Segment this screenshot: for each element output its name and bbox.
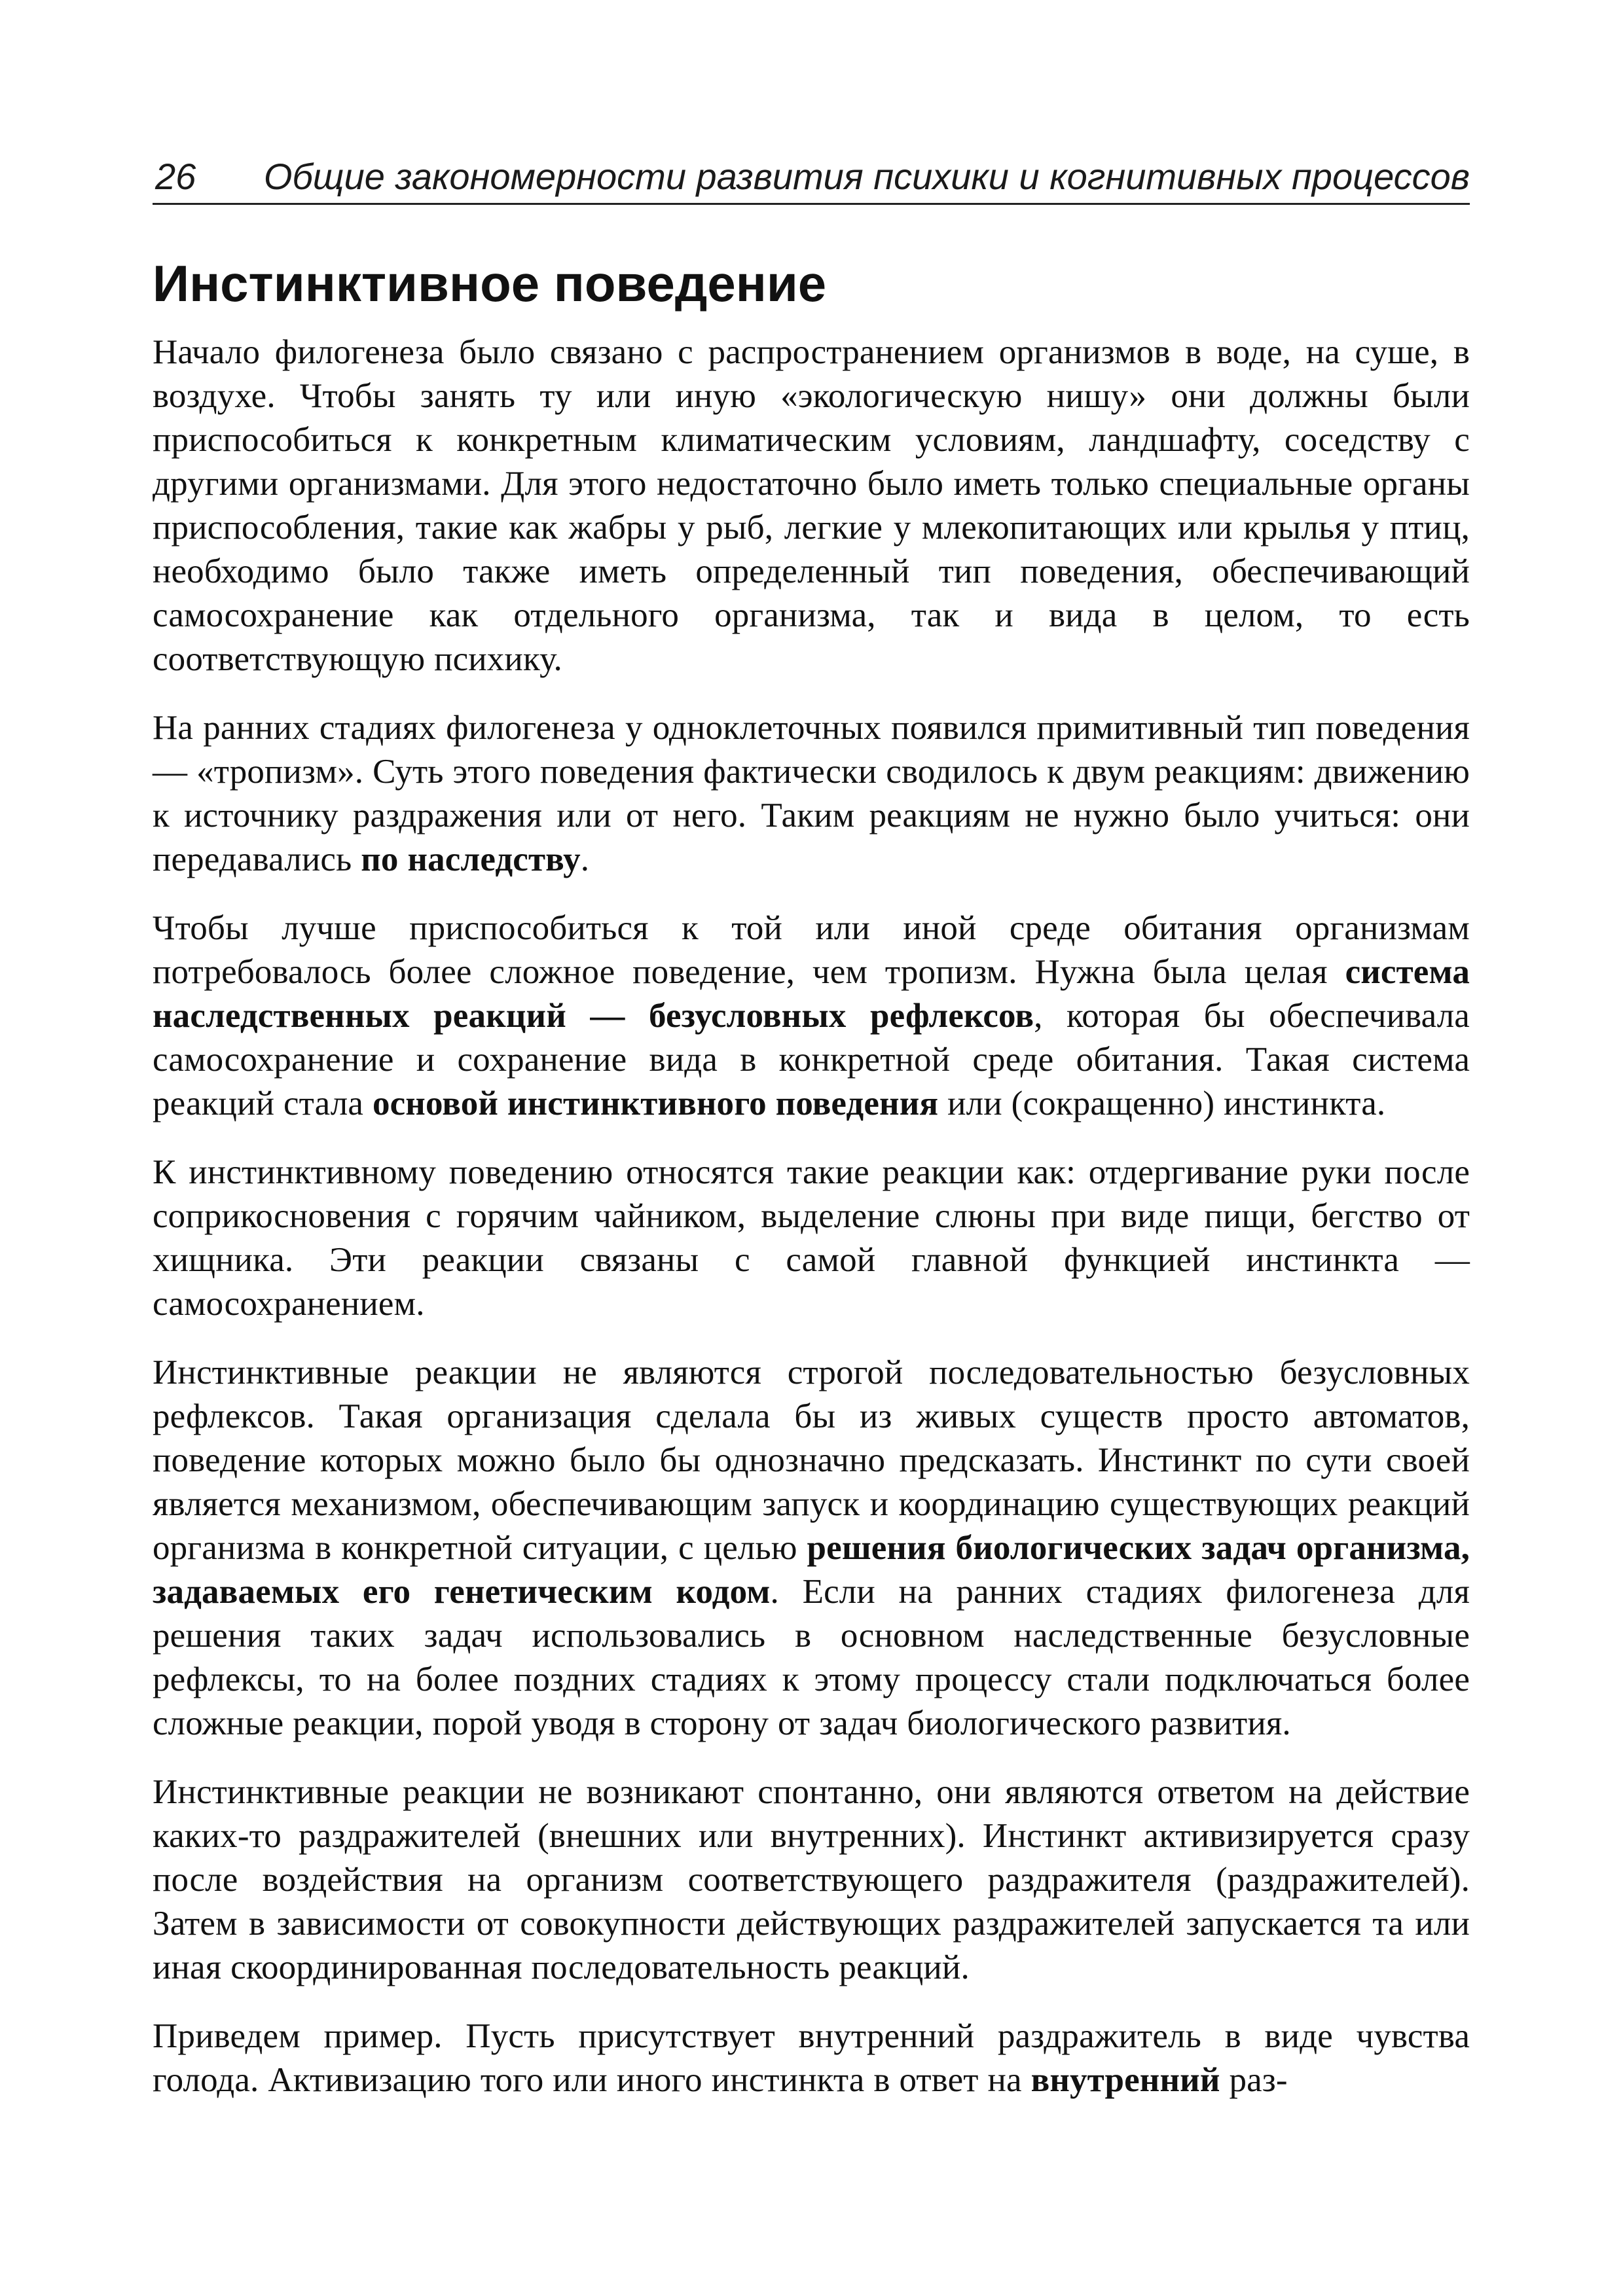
text-run: или (сокращенно) инстинкта. bbox=[938, 1085, 1386, 1122]
body-text bbox=[153, 331, 1470, 2102]
text-run: раз- bbox=[1220, 2061, 1288, 2099]
text-run: , которая бы обеспечивала самосохранение и сохранение вида в конкретной среде обитания. Такая система реакций стала bbox=[153, 997, 1470, 1122]
section-title: Инстинктивное поведение bbox=[153, 255, 827, 312]
bold-text: основой инстинктивного поведения bbox=[372, 1085, 939, 1122]
bold-text: внутренний bbox=[1030, 2061, 1220, 2099]
bold-text: по наследству bbox=[361, 840, 581, 878]
text-run: Начало филогенеза было связано с распространением организмов в воде, на суше, в воздухе. Чтобы занять ту или иную «экологическую нишу» они должны были приспособиться к конкретным климатическим условиям, ландшафту, соседству с другими организмами. Для этого недостаточно было иметь только специальные органы приспособления, такие как жабры у рыб, легкие у млекопитающих или крылья у птиц, необходимо было также иметь определенный тип поведения, обеспечивающий самосохранение как отдельного организма, так и вида в целом, то есть соответствующую психику. bbox=[153, 333, 1470, 678]
text-run: . Если на ранних стадиях филогенеза для решения таких задач использовались в основном наследственные безусловные рефлексы, то на более поздних стадиях к этому процессу стали подключаться более сложные реакции, порой уводя в сторону от задач биологического развития. bbox=[153, 1573, 1470, 1742]
text-run: . bbox=[580, 840, 590, 878]
text-run: Инстинктивные реакции не возникают спонтанно, они являются ответом на действие каких-то раздражителей (внешних или внутренних). Инстинкт активизируется сразу после воздействия на организм соответствующего раздражителя (раздражителей). Затем в зависимости от совокупности действующих раздражителей запускается та или иная скоординированная последовательность реакций. bbox=[153, 1773, 1470, 1986]
bold-text: система наследственных реакций — безусловных рефлексов bbox=[153, 953, 1470, 1035]
text-run: На ранних стадиях филогенеза у одноклеточных появился примитивный тип поведения — «тропизм». Суть этого поведения фактически сводилось к двум реакциям: движению к источнику раздражения или от него. Таким реакциям не нужно было учиться: они передавались bbox=[153, 709, 1470, 878]
paragraph bbox=[153, 706, 1470, 882]
paragraph bbox=[153, 906, 1470, 1126]
running-header bbox=[153, 151, 1470, 205]
paragraph bbox=[153, 1151, 1470, 1326]
text-run: Чтобы лучше приспособиться к той или иной среде обитания организмам потребовалось более сложное поведение, чем тропизм. Нужна была целая bbox=[153, 909, 1470, 991]
book-page bbox=[153, 151, 1470, 2102]
running-header-title: Общие закономерности развития психики и когнитивных процессов bbox=[263, 156, 1470, 197]
page-number: 26 bbox=[155, 156, 196, 197]
text-run: Приведем пример. Пусть присутствует внутренний раздражитель в виде чувства голода. Активизацию того или иного инстинкта в ответ на bbox=[153, 2017, 1470, 2099]
bold-text: решения биологических задач организма, задаваемых его генетическим кодом bbox=[153, 1529, 1470, 1611]
text-run: Инстинктивные реакции не являются строгой последовательностью безусловных рефлексов. Такая организация сделала бы из живых существ просто автоматов, поведение которых можно было бы однозначно предсказать. Инстинкт по сути своей является механизмом, обеспечивающим запуск и координацию существующих реакций организма в конкретной ситуации, с целью bbox=[153, 1354, 1470, 1567]
paragraph bbox=[153, 331, 1470, 681]
text-run: К инстинктивному поведению относятся такие реакции как: отдергивание руки после соприкосновения с горячим чайником, выделение слюны при виде пищи, бегство от хищника. Эти реакции связаны с самой главной функцией инстинкта — самосохранением. bbox=[153, 1153, 1470, 1323]
paragraph bbox=[153, 1770, 1470, 1990]
paragraph bbox=[153, 2015, 1470, 2102]
paragraph bbox=[153, 1351, 1470, 1746]
